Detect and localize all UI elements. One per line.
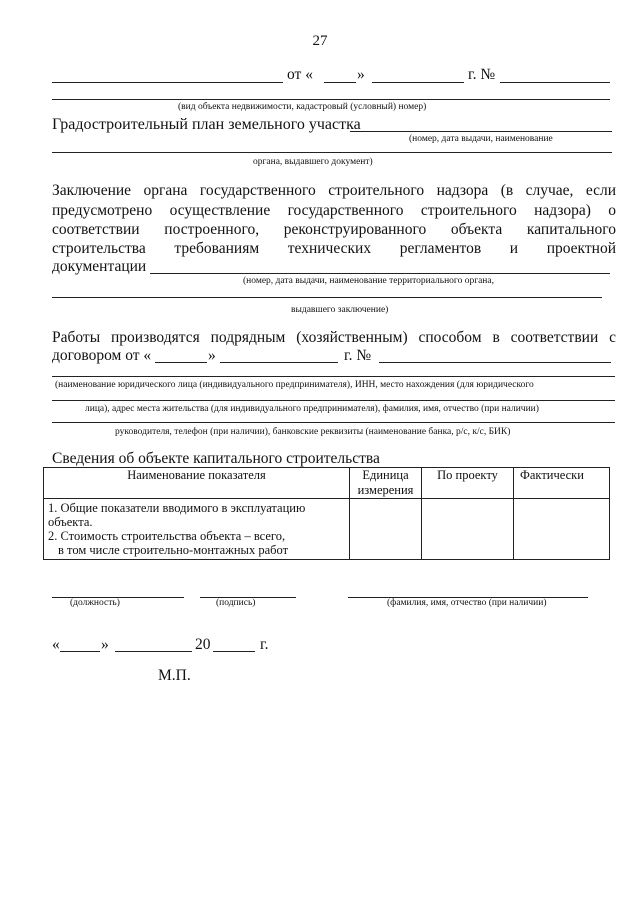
- contractor-hint-2: лица), адрес места жительства (для индивидуального предпринимателя), фамилия, имя, отчество (при наличии): [85, 404, 539, 414]
- indicators-table: [43, 467, 610, 560]
- stamp-label: М.П.: [158, 667, 191, 684]
- conclusion-line-b: [52, 297, 602, 298]
- works-line-1: Работы производятся подрядным (хозяйственным) способом в соответствии с: [52, 329, 617, 346]
- gpzu-caption: органа, выдавшего документ): [253, 157, 373, 167]
- contract-close-quote: »: [208, 347, 216, 364]
- table-header-row: [44, 468, 610, 499]
- signature-caption: (подпись): [216, 598, 256, 608]
- contract-month-line: [220, 362, 338, 363]
- header-unit: Единица измерения: [350, 468, 422, 499]
- gpzu-hint: (номер, дата выдачи, наименование: [409, 134, 553, 144]
- gpzu-line: [350, 131, 612, 132]
- indicator-cell: [44, 499, 350, 560]
- contract-number-line: [379, 362, 611, 363]
- fio-caption: (фамилия, имя, отчество (при наличии): [387, 598, 547, 608]
- contract-label: договором от «: [52, 347, 152, 364]
- page-number: 27: [312, 33, 328, 49]
- date-year-line: [213, 651, 255, 652]
- contract-number-label: г. №: [344, 347, 372, 364]
- conclusion-line-5: документации: [52, 258, 147, 275]
- header-project: По проекту: [422, 468, 514, 499]
- gpzu-label: Градостроительный план земельного участка: [52, 116, 361, 133]
- number-line: [500, 82, 610, 83]
- date-close-quote: »: [101, 636, 109, 653]
- object-name-line: [52, 82, 283, 83]
- object-type-line: [52, 99, 610, 100]
- contractor-hint-1: (наименование юридического лица (индивидуального предпринимателя), ИНН, место нахождения (для юридического: [55, 380, 534, 390]
- contract-day-line: [155, 362, 207, 363]
- project-cell: [422, 499, 514, 560]
- day-line: [324, 82, 356, 83]
- conclusion-line-4: строительства требованиям технических регламентов и проектной: [52, 240, 616, 257]
- date-year-suffix: г.: [260, 636, 269, 653]
- gpzu-line-2: [52, 152, 612, 153]
- close-quote: »: [357, 66, 365, 83]
- conclusion-hint-1: (номер, дата выдачи, наименование территориального органа,: [243, 276, 494, 286]
- header-actual: Фактически: [514, 468, 610, 499]
- header-indicator: Наименование показателя: [44, 468, 350, 499]
- conclusion-line-1: Заключение органа государственного строительного надзора (в случае, если: [52, 182, 617, 199]
- date-month-line: [115, 651, 192, 652]
- contractor-line-1: [52, 376, 615, 377]
- object-type-caption: (вид объекта недвижимости, кадастровый (условный) номер): [178, 102, 427, 112]
- conclusion-line-2: предусмотрено осуществление государственного строительного надзора) о: [52, 202, 617, 219]
- row-cost: 2. Стоимость строительства объекта – всего,: [48, 529, 286, 543]
- table-row: [44, 499, 610, 560]
- row-cost-sub: в том числе строительно-монтажных работ: [58, 543, 289, 557]
- date-year-prefix: 20: [195, 636, 211, 653]
- unit-cell: [350, 499, 422, 560]
- contractor-line-2: [52, 400, 615, 401]
- contractor-hint-3: руководителя, телефон (при наличии), банковские реквизиты (наименование банка, р/с, к/с, БИК): [115, 427, 511, 437]
- city-number-label: г. №: [468, 66, 496, 83]
- date-day-line: [60, 651, 100, 652]
- conclusion-line-3: соответствии построенного, реконструированного объекта капитального: [52, 221, 617, 238]
- table-title: Сведения об объекте капитального строительства: [52, 450, 380, 467]
- conclusion-hint-2: выдавшего заключение): [291, 305, 389, 315]
- date-open-quote: «: [52, 636, 60, 653]
- conclusion-line: [150, 273, 610, 274]
- row-general: 1. Общие показатели вводимого в эксплуатацию объекта.: [48, 501, 306, 529]
- month-line: [372, 82, 464, 83]
- from-label: от «: [287, 66, 313, 83]
- position-caption: (должность): [70, 598, 120, 608]
- contractor-line-3: [52, 422, 615, 423]
- actual-cell: [514, 499, 610, 560]
